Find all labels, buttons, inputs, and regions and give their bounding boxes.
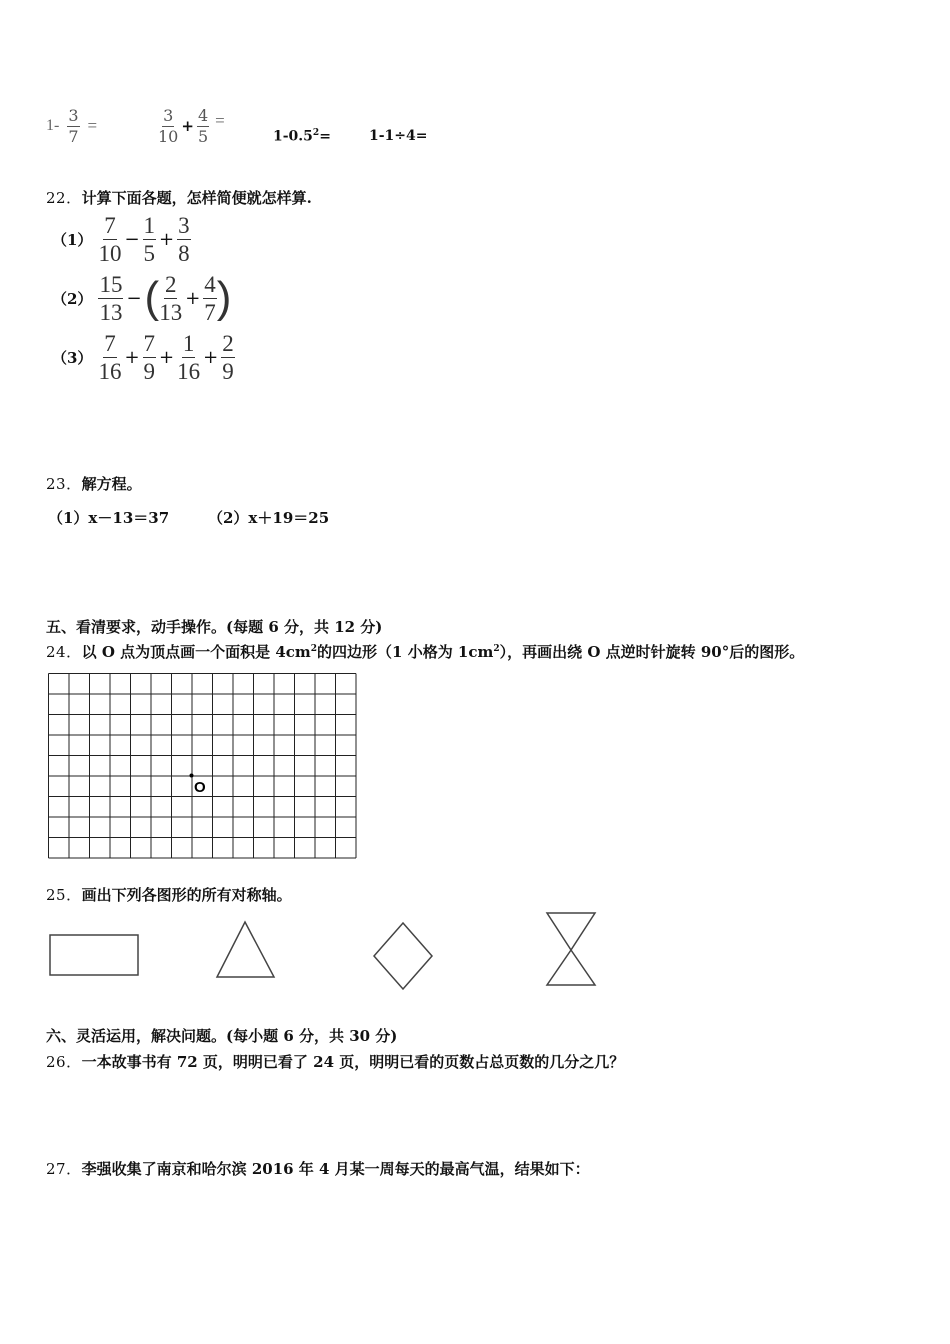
section-5-heading: 五、看清要求，动手操作。(每题 6 分，共 12 分) xyxy=(46,618,383,636)
question-text: 计算下面各题，怎样简便就怎样算. xyxy=(81,189,312,207)
fraction xyxy=(67,105,79,146)
question-text: 以 O 点为顶点画一个面积是 4cm xyxy=(81,643,311,661)
problem-label: （3） xyxy=(52,348,93,367)
equation-2: （2）x＋19＝25 xyxy=(208,509,330,527)
equals-sign: = xyxy=(215,111,225,130)
minus-sign: − xyxy=(126,287,142,309)
denominator: 13 xyxy=(99,299,123,325)
minus-sign: − xyxy=(124,228,140,250)
fraction xyxy=(221,332,235,383)
denominator: 16 xyxy=(177,358,201,384)
denominator: 8 xyxy=(178,240,190,266)
question-24-title xyxy=(46,641,804,662)
numerator: 15 xyxy=(99,271,123,297)
calc-expr-2 xyxy=(158,104,225,148)
denominator: 7 xyxy=(68,126,79,146)
denominator: 9 xyxy=(222,358,234,384)
numerator: 2 xyxy=(222,330,234,356)
fraction xyxy=(98,273,123,324)
grid-area xyxy=(46,671,360,863)
problem-label: （2） xyxy=(52,289,93,308)
plus-sign: + xyxy=(159,228,175,250)
q22-problem-2 xyxy=(52,272,231,324)
question-22-title xyxy=(46,187,312,208)
numerator: 3 xyxy=(178,212,190,238)
q22-problem-1 xyxy=(52,213,191,265)
superscript: 2 xyxy=(493,644,500,654)
question-number: 27． xyxy=(46,1160,82,1178)
hourglass-shape[interactable] xyxy=(547,913,595,985)
square-grid[interactable] xyxy=(46,671,360,863)
question-26-title xyxy=(46,1051,624,1072)
fraction xyxy=(159,273,182,324)
point-o-label: O xyxy=(194,779,206,796)
numerator: 7 xyxy=(104,212,116,238)
denominator: 7 xyxy=(204,299,216,325)
calc-expr-4: 1-1÷4= xyxy=(369,128,428,144)
expr-base: 1-0.5 xyxy=(273,128,313,145)
point-o xyxy=(190,774,194,778)
question-number: 23． xyxy=(46,475,82,493)
numerator: 7 xyxy=(104,330,116,356)
question-text: 李强收集了南京和哈尔滨 2016 年 4 月某一周每天的最高气温，结果如下： xyxy=(81,1160,590,1178)
numerator: 3 xyxy=(163,105,174,125)
denominator: 16 xyxy=(98,358,122,384)
right-paren: ) xyxy=(216,273,232,322)
denominator: 10 xyxy=(98,240,122,266)
calc-expr-1 xyxy=(46,104,97,148)
question-number: 26． xyxy=(46,1053,82,1071)
question-text: 一本故事书有 72 页，明明已看了 24 页，明明已看的页数占总页数的几分之几？ xyxy=(81,1053,625,1071)
numerator: 7 xyxy=(143,330,156,356)
plus-sign: + xyxy=(159,346,175,368)
fraction xyxy=(143,214,157,265)
question-text: 的四边形（1 小格为 1cm xyxy=(317,643,494,661)
question-number: 25． xyxy=(46,886,82,904)
denominator: 13 xyxy=(159,299,183,325)
left-paren: ( xyxy=(144,273,160,322)
q22-problem-3 xyxy=(52,331,235,383)
fraction xyxy=(203,273,217,324)
shapes-area xyxy=(40,905,620,1000)
numerator: 4 xyxy=(204,271,216,297)
fraction xyxy=(98,214,121,265)
question-23-title xyxy=(46,473,142,494)
expr-prefix: 1- xyxy=(46,117,60,134)
numerator: 1 xyxy=(182,330,195,356)
numerator: 1 xyxy=(143,212,156,238)
fraction xyxy=(143,332,157,383)
section-6-heading: 六、灵活运用，解决问题。(每小题 6 分，共 30 分) xyxy=(46,1027,398,1045)
equals-sign: = xyxy=(319,128,331,145)
shapes-figure xyxy=(40,905,620,1000)
superscript: 2 xyxy=(310,644,318,654)
plus-sign: + xyxy=(185,287,201,309)
numerator: 3 xyxy=(68,105,79,125)
exponent: 2 xyxy=(312,128,320,138)
question-text: 解方程。 xyxy=(81,475,142,493)
denominator: 10 xyxy=(158,126,179,146)
triangle-shape[interactable] xyxy=(217,922,274,977)
denominator: 9 xyxy=(143,358,156,384)
equation-1: （1）x－13＝37 xyxy=(48,509,170,527)
plus-sign: + xyxy=(181,117,194,135)
rectangle-shape[interactable] xyxy=(50,935,138,975)
numerator: 2 xyxy=(164,271,177,297)
fraction xyxy=(177,332,200,383)
denominator: 5 xyxy=(143,240,156,266)
denominator: 5 xyxy=(197,126,209,146)
question-25-title xyxy=(46,884,292,905)
fraction xyxy=(158,105,179,146)
fraction xyxy=(98,332,121,383)
question-27-title xyxy=(46,1158,590,1179)
question-number: 24． xyxy=(46,643,82,661)
rhombus-shape[interactable] xyxy=(374,923,432,989)
question-text: ），再画出绕 O 点逆时针旋转 90°后的图形。 xyxy=(499,643,805,661)
problem-label: （1） xyxy=(52,230,93,249)
equals-sign: = xyxy=(87,116,98,135)
numerator: 4 xyxy=(197,105,209,125)
fraction xyxy=(177,214,191,265)
question-text: 画出下列各图形的所有对称轴。 xyxy=(81,886,292,904)
question-number: 22． xyxy=(46,189,82,207)
plus-sign: + xyxy=(124,346,140,368)
plus-sign: + xyxy=(203,346,219,368)
fraction xyxy=(197,105,209,146)
calc-expr-3 xyxy=(273,128,331,145)
